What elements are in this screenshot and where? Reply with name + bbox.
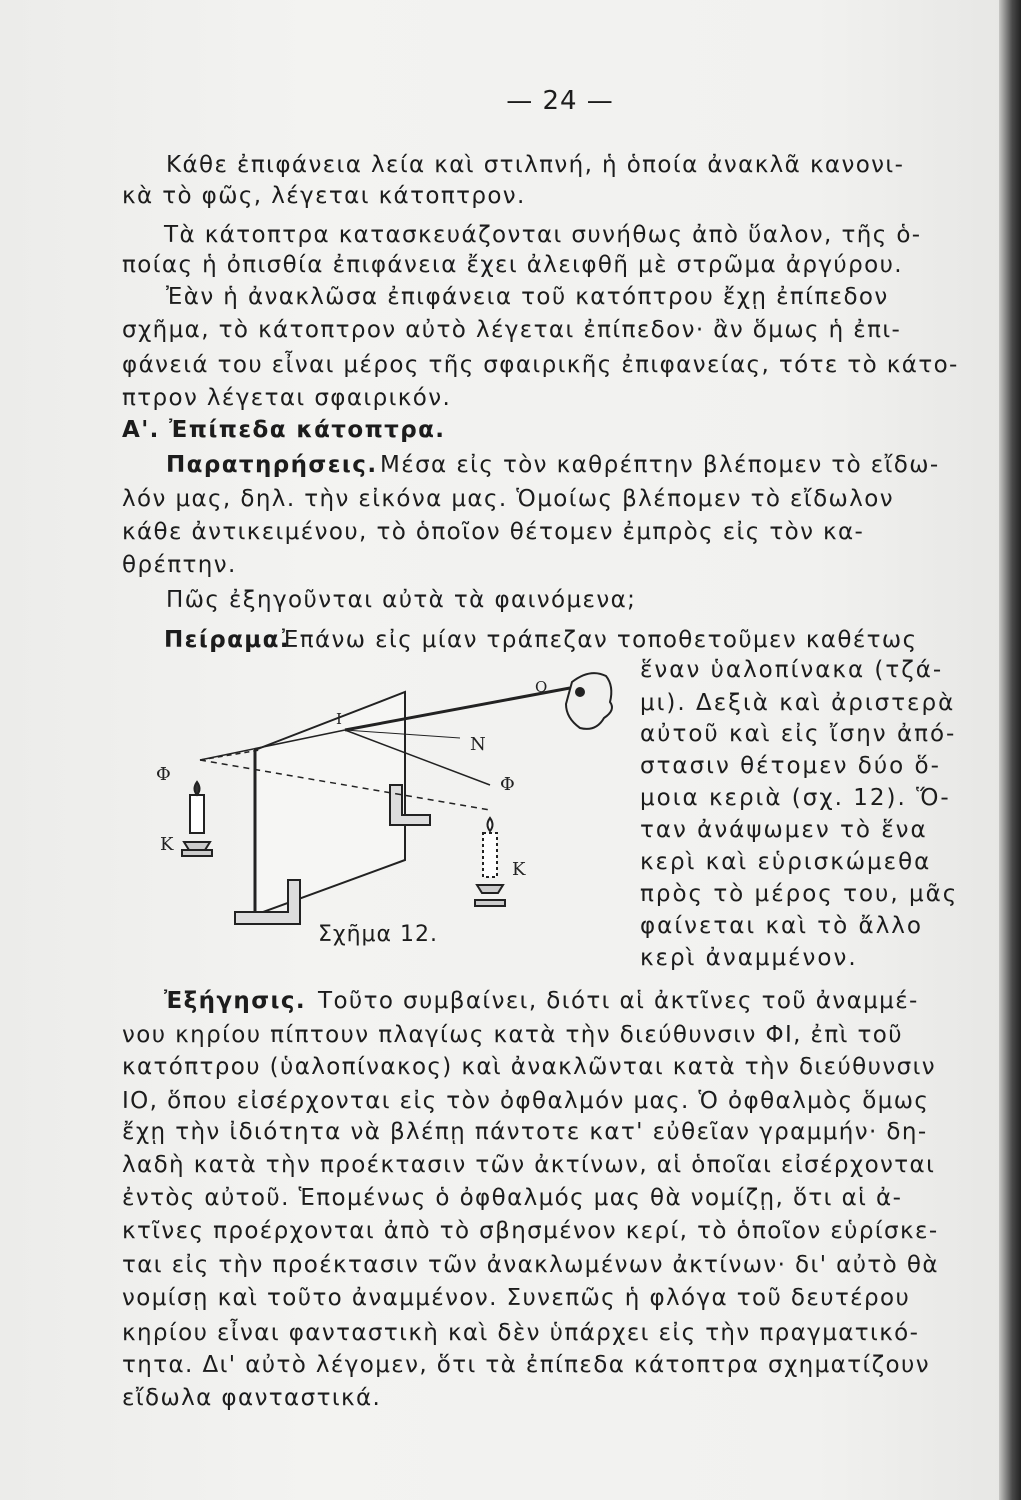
head-outline	[566, 673, 612, 729]
text-line: κὰ τὸ φῶς, λέγεται κάτοπτρον.	[122, 183, 526, 209]
glass-stand-right	[390, 785, 430, 825]
text-line: τητα. Δι' αὐτὸ λέγομεν, ὅτι τὰ ἐπίπεδα κάτοπτρα σχηματίζουν	[122, 1352, 930, 1378]
text-line: μι). Δεξιὰ καὶ ἀριστερὰ	[640, 690, 956, 716]
figure-label-k-right: Κ	[512, 859, 526, 880]
text-line: ΙΟ, ὅπου εἰσέρχονται εἰς τὸν ὀφθαλμόν μας. Ὁ ὀφθαλμὸς ὅμως	[122, 1088, 930, 1114]
figure-label-phi-left: Φ	[156, 764, 171, 785]
text-line: φαίνεται καὶ τὸ ἄλλο	[640, 913, 923, 939]
text-line: νομίσῃ καὶ τοῦτο ἀναμμένον. Συνεπῶς ἡ φλόγα τοῦ δευτέρου	[122, 1285, 911, 1311]
figure-label-n: Ν	[470, 734, 486, 755]
experiment-label: Πείραμα.	[164, 627, 290, 653]
text-line: αὐτοῦ καὶ εἰς ἴσην ἀπό-	[640, 721, 957, 747]
text-line: ἐντὸς αὐτοῦ. Ἑπομένως ὁ ὀφθαλμός μας θὰ νομίζῃ, ὅτι αἱ ἀ-	[122, 1185, 903, 1211]
text-line: ποίας ἡ ὀπισθία ἐπιφάνεια ἔχει ἀλειφθῆ μὲ στρῶμα ἀργύρου.	[122, 252, 903, 278]
text-line: λόν μας, δηλ. τὴν εἰκόνα μας. Ὁμοίως βλέπομεν τὸ εἴδωλον	[122, 486, 894, 512]
text-line: ἕναν ὑαλοπίνακα (τζά-	[640, 657, 944, 683]
figure-caption: Σχῆμα 12.	[318, 922, 439, 947]
page-number: — 24 —	[506, 86, 614, 116]
text-line: θρέπτην.	[122, 552, 237, 578]
text-line: κτῖνες προέρχονται ἀπὸ τὸ σβησμένον κερί, τὸ ὁποῖον εὑρίσκε-	[122, 1218, 939, 1244]
figure-label-i: Ι	[336, 710, 342, 728]
text-line: πτρον λέγεται σφαιρικόν.	[122, 385, 452, 411]
eye-mark	[576, 688, 584, 696]
glass-pane	[255, 692, 405, 915]
page-edge-shadow	[999, 0, 1021, 1500]
text-line: Κάθε ἐπιφάνεια λεία καὶ στιλπνή, ἡ ὁποία ἀνακλᾶ κανονι-	[166, 152, 905, 178]
text-line: κηρίου εἶναι φανταστικὴ καὶ δὲν ὑπάρχει εἰς τὴν πραγματικό-	[122, 1320, 920, 1346]
text-line: ἔχῃ τὴν ἰδιότητα νὰ βλέπῃ πάντοτε κατ' εὐθεῖαν γραμμήν· δη-	[122, 1119, 928, 1145]
text-line: κερὶ ἀναμμένον.	[640, 945, 858, 971]
figure-label-phi-right: Φ	[500, 774, 515, 795]
text-line: Ἐὰν ἡ ἀνακλῶσα ἐπιφάνεια τοῦ κατόπτρου ἔχῃ ἐπίπεδον	[166, 284, 889, 310]
text-line: νου κηρίου πίπτουν πλαγίως κατὰ τὴν διεύθυνσιν ΦΙ, ἐπὶ τοῦ	[122, 1022, 903, 1048]
text-line: λαδὴ κατὰ τὴν προέκτασιν τῶν ἀκτίνων, αἱ ὁποῖαι εἰσέρχονται	[122, 1152, 936, 1178]
text-line: Ἐπάνω εἰς μίαν τράπεζαν τοποθετοῦμεν καθέτως	[282, 627, 918, 653]
text-line: σχῆμα, τὸ κάτοπτρον αὐτὸ λέγεται ἐπίπεδον· ἂν ὅμως ἡ ἐπι-	[122, 317, 902, 343]
text-line: κερὶ καὶ εὑρισκώμεθα	[640, 849, 932, 875]
text-line: Μέσα εἰς τὸν καθρέπτην βλέπομεν τὸ εἴδω-	[380, 452, 940, 478]
text-line: Τοῦτο συμβαίνει, διότι αἱ ἀκτῖνες τοῦ ἀναμμέ-	[318, 988, 919, 1014]
text-line: ται εἰς τὴν προέκτασιν τῶν ἀνακλωμένων ἀκτίνων· δι' αὐτὸ θὰ	[122, 1252, 939, 1278]
text-line: φάνειά του εἶναι μέρος τῆς σφαιρικῆς ἐπιφανείας, τότε τὸ κάτο-	[122, 352, 959, 378]
text-line: εἴδωλα φανταστικά.	[122, 1385, 382, 1411]
figure-label-k-left: Κ	[160, 834, 174, 855]
observation-label: Παρατηρήσεις.	[166, 452, 378, 478]
text-line: μοια κεριὰ (σχ. 12). Ὅ-	[640, 785, 951, 811]
section-heading: Α'. Ἐπίπεδα κάτοπτρα.	[122, 417, 446, 443]
text-line: πρὸς τὸ μέρος του, μᾶς	[640, 881, 959, 907]
text-line: ταν ἀνάψωμεν τὸ ἕνα	[640, 817, 928, 843]
text-line: στασιν θέτομεν δύο ὅ-	[640, 753, 941, 779]
figure-label-o: Ο	[535, 678, 548, 696]
text-line: κατόπτρου (ὑαλοπίνακος) καὶ ἀνακλῶνται κατὰ τὴν διεύθυνσιν	[122, 1054, 936, 1080]
text-line: Τὰ κάτοπτρα κατασκευάζονται συνήθως ἀπὸ ὕαλον, τῆς ὁ-	[164, 222, 922, 248]
explanation-label: Ἐξήγησις.	[164, 988, 307, 1014]
question-line: Πῶς ἐξηγοῦνται αὐτὰ τὰ φαινόμενα;	[166, 587, 637, 613]
text-line: κάθε ἀντικειμένου, τὸ ὁποῖον θέτομεν ἐμπρὸς εἰς τὸν κα-	[122, 519, 865, 545]
